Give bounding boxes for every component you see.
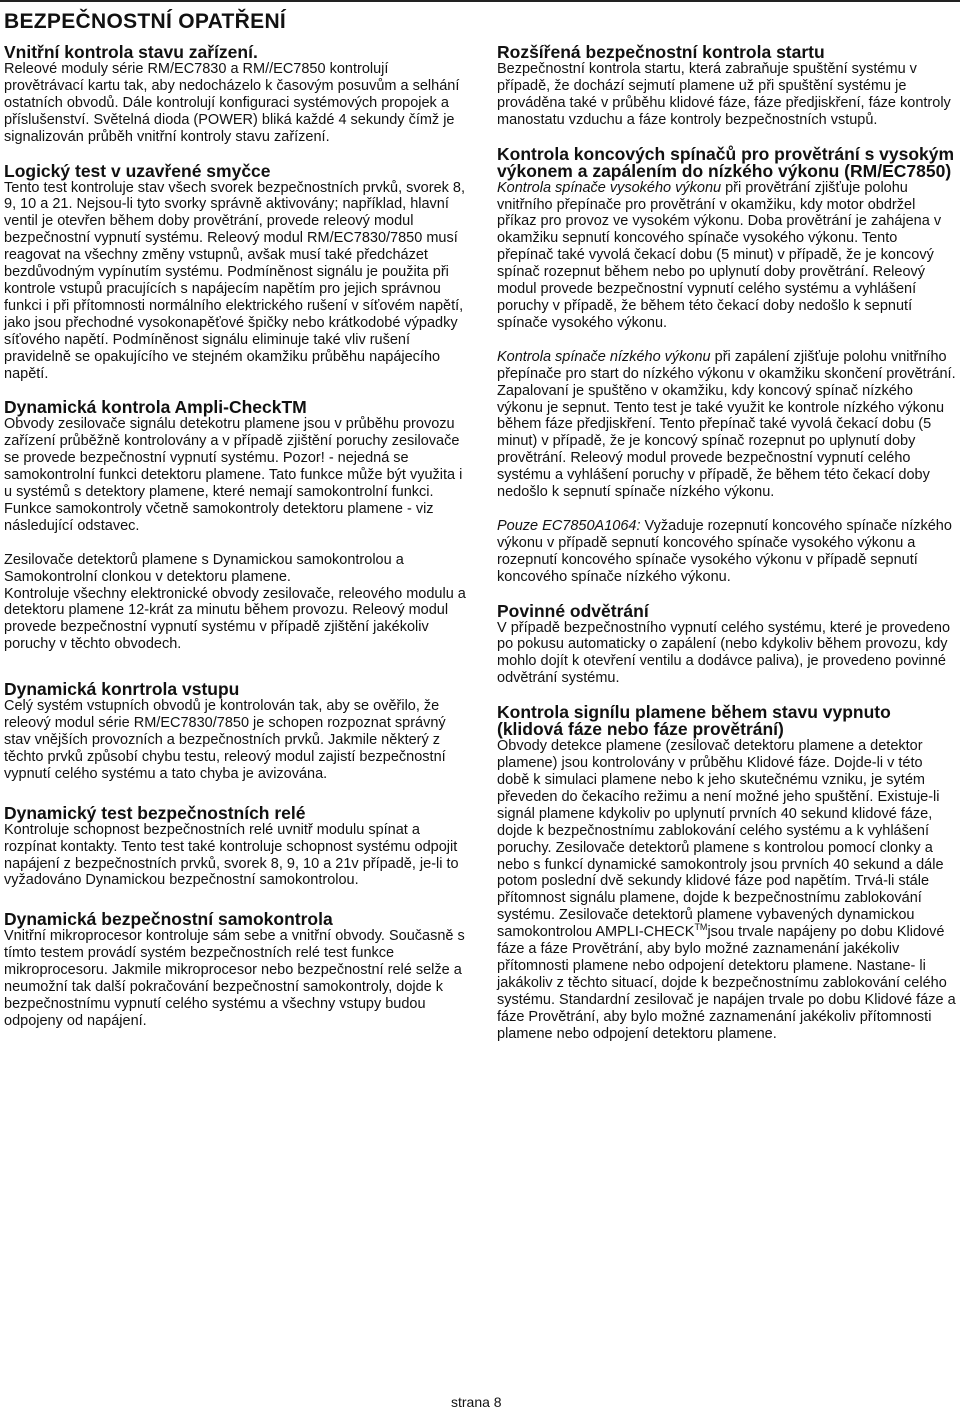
paragraph-ampli-check: Obvody zesilovače signálu detekotru plamene jsou v průběhu provozu zařízení průběžně kontrolovány a v případě zjištění poruchy zesilovače se provede bezpečnostní vypnutí systému. Pozor! - nejedná se samokontrolní funkci detektoru plamene. Tato funkce může být využita i u systémů s detektory plamene, které nemají samokontrolní funkci. Funkce samokontroly včetně samokontroly detektoru plamene - viz následující odstavec. [4,416,463,534]
left-column [4,44,468,1030]
trademark-sup: TM [694,922,708,933]
paragraph-high-fire-switch [497,180,957,332]
paragraph-flame-signal-check [497,738,957,1042]
heading-mandatory-purge: Povinné odvětrání [497,600,649,621]
right-column [497,44,957,1043]
italic-high-fire-label: Kontrola spínače vysokého výkonu [497,179,722,196]
heading-relay-test: Dynamický test bezpečnostních relé [4,802,306,823]
paragraph-ec7850-note [497,518,957,586]
italic-low-fire-label: Kontrola spínače nízkého výkonu [497,348,711,365]
paragraph-relay-test: Kontroluje schopnost bezpečnostních relé uvnitř modulu spínat a rozpínat kontakty. Tento test také kontroluje schopnost systému odpojit napájení z bezpečnostních prvků, svorek 8, 9, 10 a 21v případě, je-li to vyžadováno Dynamickou bezpečnostní samokontrolou. [4,821,459,889]
heading-ampli-check: Dynamická kontrola Ampli-CheckTM [4,397,307,418]
heading-limit-switches: Kontrola koncových spínačů pro provětrání s vysokým výkonem a zapálením do nízkého výkonu (RM/EC7850) [497,143,955,181]
high-fire-text: při provětrání zjišťuje polohu vnitřního přepínače pro provětrání v okamžiku, kdy motor obdržel příkaz pro provoz ve vysokém výkonu. Doba provětrání je zahájena v okamžiku sepnutí koncového spínače vysokého výkonu. Tento přepínač také vyvolá čekací dobu (5 minut) v případě, že je koncový spínač rozepnut během nebo po uplynutí doby provětrání. Releový modul provede bezpečnostní vypnutí celého systému a vyhlášení poruchy v případě, že během této čekací doby nedošlo k sepnutí spínače vysokého výkonu. [497,179,942,331]
heading-input-check: Dynamická konrtrola vstupu [4,679,240,700]
low-fire-text: při zapálení zjišťuje polohu vnitřního přepínače pro start do nízkého výkonu v okamžiku skončení provětrání. Zapalovaní je spuštěno v okamžiku, kdy koncový spínač nízkého výkonu je sepnut. Tento test je také využit ke kontrole nízkého výkonu během fáze předjiskření. Tento přepínač také vyvolá čekací dobu (5 minut) v případě, že je koncový spínač rozepnut po uplynutí doby provětrání. Releový modul provede bezpečnostní vypnutí celého systému a vyhlášení poruchy v případě, že během této čekací doby nedošlo k sepnutí spínače nízkého výkonu. [497,348,956,501]
paragraph-internal-check: Releové moduly série RM/EC7830 a RM//EC7850 kontrolují provětrávací kartu tak, aby nedocházelo k časovým posuvům a selhání ostatních obvodů. Dále kontrolují konfiguraci systémových propojek a příslušenství. Světelná dioda (POWER) bliká každé 4 sekundy čímž je signalizován průběh vnitřní kontroly stavu zařízení. [4,61,460,145]
paragraph-ampli-check-2: Zesilovače detektorů plamene s Dynamickou samokontrolou a Samokontrolní clonkou v detektoru plamene. [4,551,404,585]
page-title: BEZPEČNOSTNÍ OPATŘENÍ [4,10,287,33]
flame-check-text-b: jsou trvale napájeny po dobu Klidové fáze a fáze Provětrání, aby bylo možné zaznamenání jakékoliv přítomnosti plamene nebo odpojení detektoru plamene. Nastane- li jakákoliv z těchto situací, dojde k bezpečnostnímu zablokování celého systému. Standardní zesilovač je napájen trvale po dobu Klidové fáze a fáze Provětrání, aby bylo možné zaznamenání jakékoliv přítomnosti plamene nebo odpojení detektoru plamene. [497,924,956,1042]
heading-logic-test: Logický test v uzavřené smyčce [4,160,271,181]
paragraph-mandatory-purge: V případě bezpečnostního vypnutí celého systému, které je provedeno po pokusu automaticky o zapálení (nebo kdykoliv během provozu, kdy mohlo dojít k otevření ventilu a dodávce paliva), je provedeno povinné odvětrání systému. [497,619,951,687]
heading-internal-check: Vnitřní kontrola stavu zařízení. [4,42,258,62]
paragraph-self-check: Vnitřní mikroprocesor kontroluje sám sebe a vnitřní obvody. Současně s tímto testem provádí systém bezpečnostních relé test funkce mikroprocesoru. Jakmile mikroprocesor nebo bezpečnostní relé selže a neumožní tak další pokračování bezpečnostní samokontroly, dojde k bezpečnostnímu vypnutí celého systému a všechny vstupy budou odpojeny od napájení. [4,928,465,1029]
ec7850-text: Vyžaduje rozepnutí koncového spínače nízkého výkonu v případě sepnutí koncového spínače vysokého výkonu a rozepnutí koncového spínače vysokého výkonu v případě sepnutí koncového spínače nízkého výkonu. [497,517,952,585]
page-number: strana 8 [451,1394,502,1410]
paragraph-input-check: Celý systém vstupních obvodů je kontrolován tak, aby se ověřilo, že releový modul série RM/EC7830/7850 je schopen rozpoznat správný stav vnějších provozních a bezpečnostních prvků. Jakmile některý z těchto prvků způsobí chybu testu, releový modul zajistí bezpečnostní vypnutí celého systému a tato chyba je avizována. [4,698,446,782]
top-rule [0,0,960,2]
heading-start-check: Rozšířená bezpečnostní kontrola startu [497,42,825,62]
paragraph-low-fire-switch [497,349,957,501]
heading-self-check: Dynamická bezpečnostní samokontrola [4,909,333,930]
italic-ec7850-label: Pouze EC7850A1064: [497,517,641,534]
heading-flame-signal-check: Kontrola signílu plamene během stavu vypnuto (klidová fáze nebo fáze provětrání) [497,702,891,740]
paragraph-start-check: Bezpečnostní kontrola startu, která zabraňuje spuštění systému v případě, že dochází sejmutí plamene už při spuštění systému je prováděna také v průběhu klidové fáze, fáze předjiskření, fáze kontroly manostatu vzduchu a fáze kontroly bezpečnostních vstupů. [497,61,951,128]
paragraph-ampli-check-3: Kontroluje všechny elektronické obvody zesilovače, releového modulu a detektoru plamene 12-krát za minutu během provozu. Releový modul provede bezpečnostní vypnutí systému v případě zjištění jakékoliv poruchy v těchto obvodech. [4,585,466,653]
paragraph-logic-test: Tento test kontroluje stav všech svorek bezpečnostních prvků, svorek 8, 9, 10 a 21. Nejsou-li tyto svorky správně aktivovány; například, hlavní ventil je otevřen během doby provětrání, provede releový modul bezpečnostní vypnutí systému. Releový modul RM/EC7830/7850 musí reagovat na všechny změny vstupnů, avšak musí také předcházet bezdůvodným vypínutím systému. Podmíněnost signálu je použita při kontrole vstupů pracujících s napájecím napětím pro jejich správnou funkci i při přítomnosti normálního elektrického rušení v síťovém napětí, jako jsou přechodné vysokonapěťové špičky nebo krátkodobé výpadky síťového napětí. Podmíněnost signálu eliminuje také vliv rušení pravidelně se opakujícího ve stejném okamžiku průběhu napájecího napětí. [4,179,466,382]
flame-check-text-a: Obvody detekce plamene (zesilovač detektoru plamene a detektor plamene) jsou kontrolovány v průběhu Klidové fáze. Dojde-li v této době k simulaci plamene nebo k jeho skutečnému vzniku, je sytém převeden do čekacího režimu a není možné jeho spuštění. Existuje-li signál plamene kdykoliv po uplynutí prvních 40 sekund klidové fáze, dojde k bezpečnostnímu zablokování celého systému a k vyhlášení poruchy. Zesilovače detektorů plamene s kontrolou pomocí clonky a nebo s funkcí dynamické samokontroly jsou prvních 40 sekund a dále potom poslední dvě sekundy klidové fáze pod napětím. Trvá-li stále přítomnost signálu plamene, dojde k bezpečnostnímu zablokování systému. Zesilovače detektorů plamene vybavených dynamickou samokontrolou AMPLI-CHECK [497,738,944,941]
